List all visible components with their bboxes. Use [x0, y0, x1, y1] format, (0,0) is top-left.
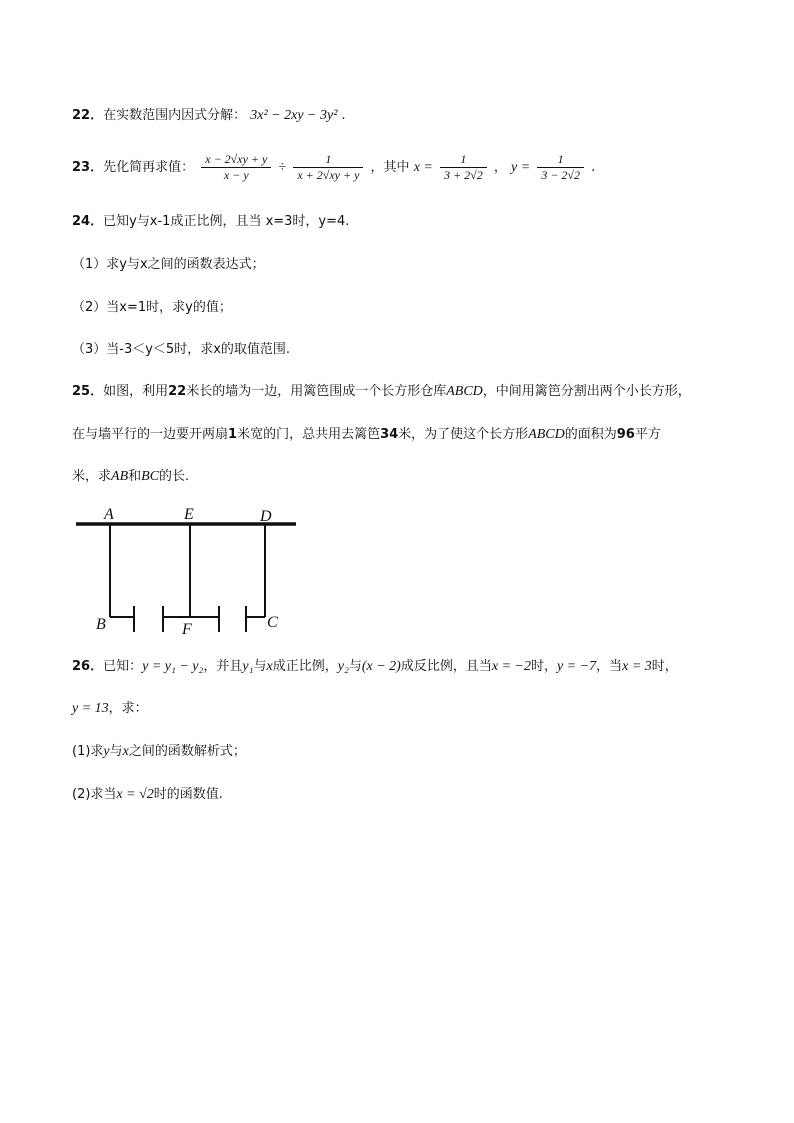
math-expression: x [122, 744, 129, 759]
fraction-x [440, 152, 487, 183]
text-segment: 之间的函数解析式； [128, 744, 246, 759]
label-d: D [260, 508, 272, 525]
text-segment: 平方 [634, 427, 661, 442]
text-segment: 和 [128, 469, 142, 484]
math-expression: x = √2 [116, 787, 154, 802]
text-segment: 的面积为 [564, 427, 617, 442]
x-equals: x = [413, 160, 433, 175]
text-segment: 成正比例， [272, 659, 338, 674]
text-segment: 时， [651, 659, 678, 674]
text-segment: ，当 [596, 659, 623, 674]
text-segment: 与 [109, 744, 123, 759]
question-24-part-2: （2）当x=1时，求y的值； [72, 300, 232, 315]
text-segment: ，并且 [203, 659, 243, 674]
label-e: E [184, 506, 194, 523]
question-26-part-2 [72, 785, 223, 805]
math-expression: y₁ [242, 659, 254, 674]
fraction-numerator: 1 [440, 152, 487, 168]
math-label: ABCD [528, 427, 565, 442]
question-number: 22． [72, 108, 104, 123]
question-number: 23． [72, 160, 104, 175]
question-26-line-1 [72, 657, 678, 677]
label-b: B [96, 616, 106, 633]
question-22 [72, 106, 346, 126]
question-25-line-2 [72, 425, 661, 445]
fraction-1 [201, 152, 271, 183]
number: 96 [616, 427, 635, 442]
fraction-denominator: x − y [223, 168, 249, 182]
math-expression: 3x² − 2xy − 3y² [250, 108, 338, 123]
text-segment: ，其中 [370, 160, 410, 175]
number: 34 [380, 427, 399, 442]
question-text: 在实数范围内因式分解： [103, 108, 247, 123]
text-segment: 与 [348, 659, 362, 674]
math-expression: x = −2 [491, 659, 531, 674]
text-segment: 在与墙平行的一边要开两扇 [72, 427, 229, 442]
divide-sign: ÷ [278, 160, 287, 175]
period: . [341, 108, 346, 123]
number: 22 [168, 384, 187, 399]
question-text: 先化简再求值： [103, 160, 195, 175]
math-label: AB [111, 469, 129, 484]
text-segment: (1)求 [72, 744, 104, 759]
question-24 [72, 212, 349, 232]
question-24-part-1: （1）求y与x之间的函数表达式； [72, 257, 265, 272]
question-text: 已知y与x-1成正比例，且当 x=3时，y=4. [103, 214, 350, 229]
question-number: 24． [72, 214, 104, 229]
period: . [591, 160, 596, 175]
text-segment: ，求： [108, 701, 148, 716]
question-number: 26． [72, 659, 104, 674]
question-24-part-3: （3）当-3＜y＜5时，求x的取值范围. [72, 342, 291, 357]
math-expression: x = 3 [622, 659, 652, 674]
fraction-numerator: 1 [537, 152, 584, 168]
question-26-part-1 [72, 742, 246, 762]
text-segment: 已知： [103, 659, 143, 674]
question-23 [72, 150, 595, 190]
text-segment: 米，为了使这个长方形 [398, 427, 529, 442]
math-expression: (x − 2) [361, 659, 401, 674]
fraction-2 [293, 152, 363, 183]
fraction-denominator: x + 2√xy + y [297, 168, 360, 182]
text-segment: 米，求 [72, 469, 112, 484]
math-expression: y = y₁ − y₂ [142, 659, 204, 674]
warehouse-fence-diagram [72, 500, 312, 645]
math-label: BC [141, 469, 160, 484]
math-expression: y = −7 [557, 659, 597, 674]
question-25-line-1 [72, 382, 691, 402]
text-segment: 时， [530, 659, 557, 674]
text-segment: (2)求当 [72, 787, 117, 802]
text-segment: 时的函数值. [153, 787, 223, 802]
label-f: F [182, 621, 192, 638]
text-segment: 米宽的门，总共用去篱笆 [237, 427, 381, 442]
fraction-numerator: x − 2√xy + y [201, 152, 271, 168]
y-equals: y = [511, 160, 531, 175]
math-expression: y = 13 [72, 701, 109, 716]
number: 1 [228, 427, 238, 442]
question-number: 25． [72, 384, 104, 399]
text-segment: 与 [253, 659, 267, 674]
fraction-y [537, 152, 584, 183]
fraction-denominator: 3 − 2√2 [541, 168, 580, 182]
question-25-line-3 [72, 467, 189, 487]
text-segment: 的长. [159, 469, 190, 484]
comma: ， [493, 160, 507, 175]
text-segment: 如图，利用 [103, 384, 169, 399]
fraction-denominator: 3 + 2√2 [444, 168, 483, 182]
text-segment: 成反比例，且当 [400, 659, 492, 674]
math-expression: x [266, 659, 273, 674]
math-expression: y₂ [337, 659, 349, 674]
math-label: ABCD [446, 384, 483, 399]
text-segment: ，中间用篱笆分割出两个小长方形， [482, 384, 691, 399]
math-expression: y [103, 744, 110, 759]
question-26-line-2 [72, 699, 148, 719]
label-c: C [267, 614, 278, 631]
fraction-numerator: 1 [293, 152, 363, 168]
label-a: A [104, 506, 114, 523]
text-segment: 米长的墙为一边，用篱笆围成一个长方形仓库 [186, 384, 447, 399]
